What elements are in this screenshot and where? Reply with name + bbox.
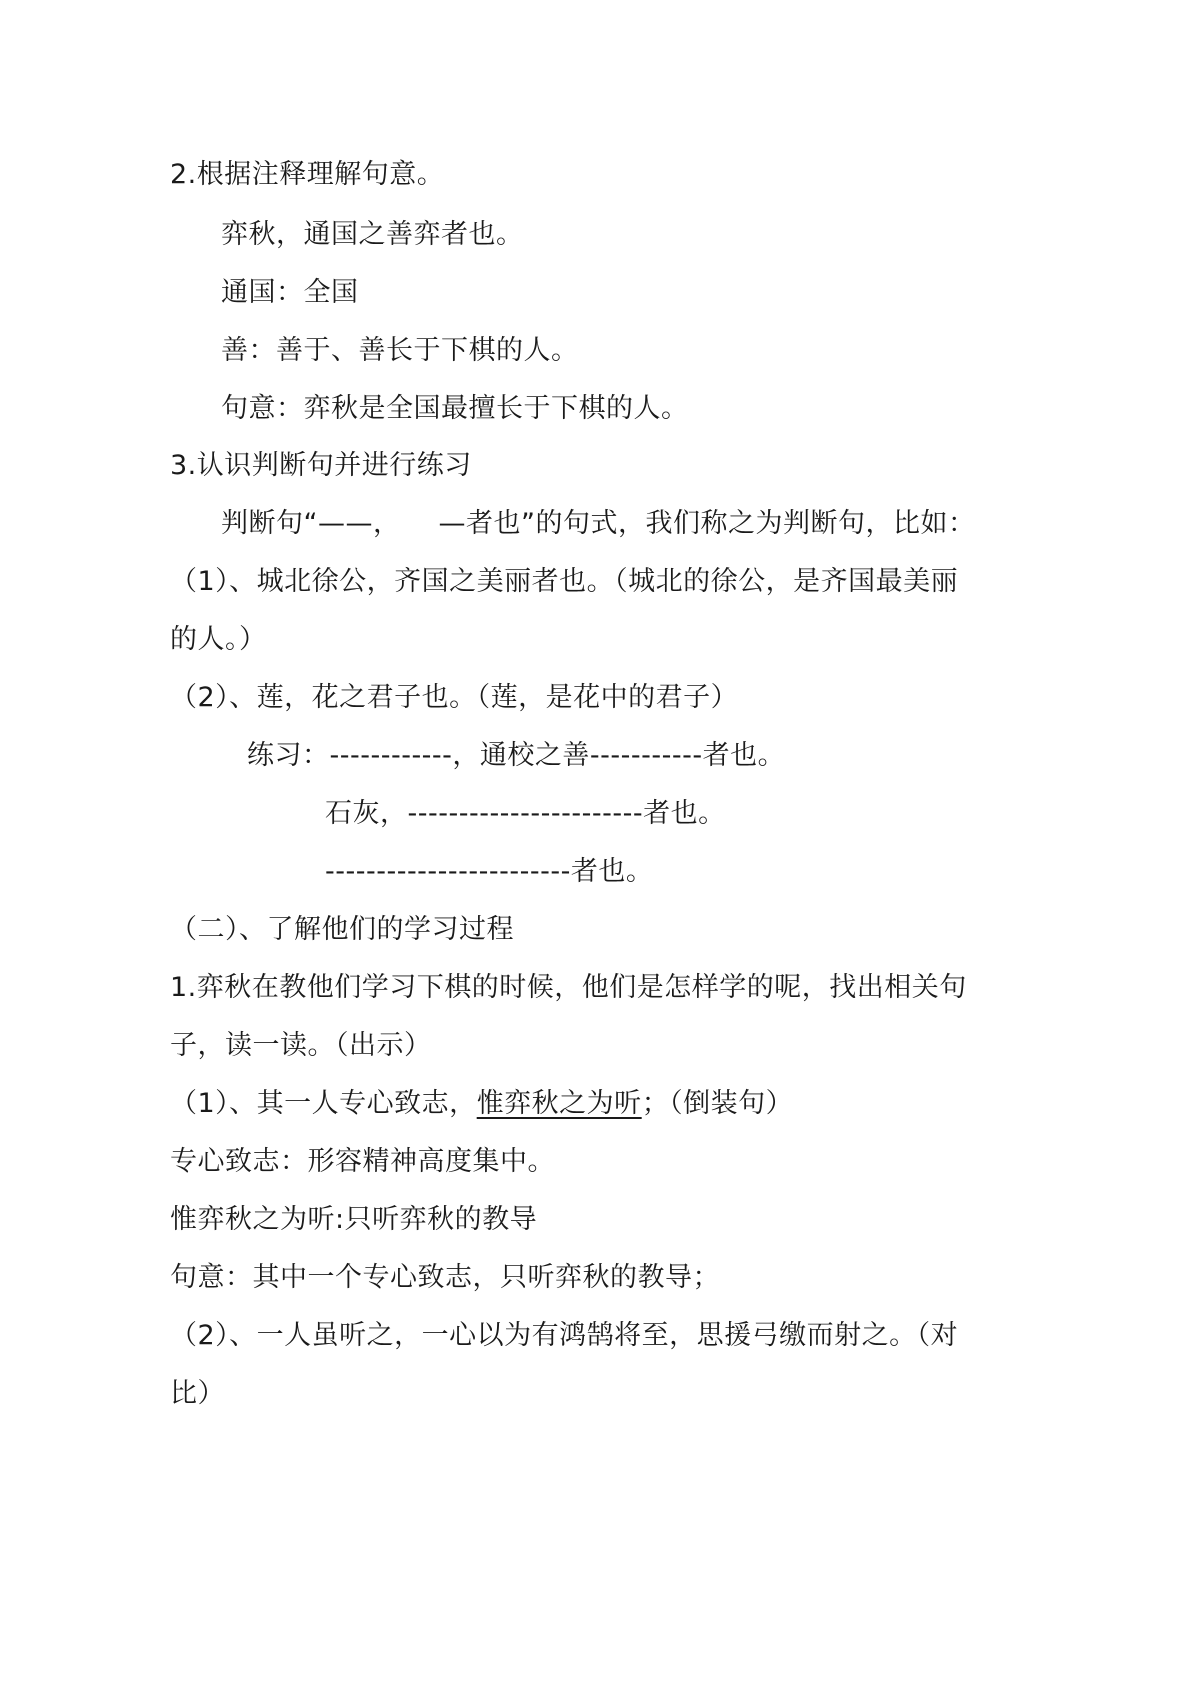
example-1-line-1: （1）、城北徐公，齐国之美丽者也。（城北的徐公，是齐国最美丽 — [170, 566, 959, 597]
practice-line-3: ------------------------者也。 — [325, 856, 654, 887]
intro-part-a: 判断句“——， — [221, 508, 401, 539]
question-1-line-2: 子，读一读。（出示） — [170, 1030, 432, 1061]
question-1-item-2-line-2: 比） — [170, 1378, 225, 1409]
gloss-meaning: 句意：其中一个专心致志，只听弈秋的教导； — [170, 1262, 720, 1293]
judgment-sentence-intro — [221, 506, 976, 542]
section-heading-3: 3.认识判断句并进行练习 — [170, 450, 472, 481]
example-2: （2）、莲，花之君子也。（莲，是花中的君子） — [170, 682, 739, 713]
question-1-item-1 — [170, 1086, 793, 1122]
classical-sentence: 弈秋，通国之善弈者也。 — [221, 219, 524, 250]
section-heading-2: 2.根据注释理解句意。 — [170, 159, 445, 190]
practice-line-2: 石灰，-----------------------者也。 — [325, 798, 726, 829]
item-1-underlined-phrase: 惟弈秋之为听 — [476, 1088, 642, 1119]
question-1-line-1: 1.弈秋在教他们学习下棋的时候，他们是怎样学的呢，找出相关句 — [170, 972, 967, 1003]
intro-part-b: —者也”的句式，我们称之为判断句，比如： — [438, 508, 976, 539]
part-2-heading: （二）、了解他们的学习过程 — [170, 914, 514, 945]
item-1-prefix: （1）、其一人专心致志， — [170, 1088, 477, 1119]
annotation-shan: 善：善于、善长于下棋的人。 — [221, 335, 579, 366]
annotation-tongguo: 通国：全国 — [221, 277, 359, 308]
practice-line-1: 练习：------------，通校之善-----------者也。 — [247, 740, 786, 771]
item-1-suffix: ；（倒装句） — [641, 1088, 794, 1119]
sentence-meaning: 句意：弈秋是全国最擅长于下棋的人。 — [221, 393, 689, 424]
question-1-item-2-line-1: （2）、一人虽听之，一心以为有鸿鹄将至，思援弓缴而射之。（对 — [170, 1320, 959, 1351]
gloss-zhuanxin: 专心致志：形容精神高度集中。 — [170, 1146, 555, 1177]
gloss-weiyiqiu: 惟弈秋之为听:只听弈秋的教导 — [170, 1204, 538, 1235]
example-1-line-2: 的人。） — [170, 624, 267, 655]
